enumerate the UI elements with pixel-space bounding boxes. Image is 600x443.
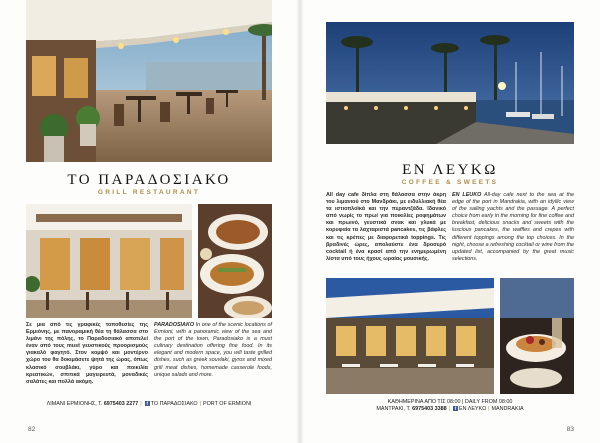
cafe-subtitle: COFFEE & SWEETS <box>401 179 499 186</box>
page-number-right: 83 <box>566 426 574 433</box>
restaurant-subtitle: GRILL RESTAURANT <box>97 189 201 196</box>
restaurant-title: ΤΟ ΠΑΡΑΔΟΣΙΑΚΟ <box>67 172 231 188</box>
cafe-description-greek: All day cafe δίπλα στη θάλασσα στην άκρη του λιμανιού στο Μανδράκι, με ειδυλλιακή θέα τα ιστιοπλοϊκά και την περαντζάδα. Ιδανικό από νωρίς το πρωί για ποικιλίες ροφημάτων και πρωινό, γευστικά σνακ και γλυκά με κορυφαία τα λαχταριστά pancakes, τις βάφλες και τις κρέπες με διαφορετικά toppings. Τις βραδινές ώρες, απολαύστε ένα δροσερό cocktail ή ένα κρασί από την ενημερωμένη λίστα υπό τους ήχους ωραίας μουσικής. <box>326 192 446 262</box>
cafe-hours: ΚΑΘΗΜΕΡΙΝΑ ΑΠΟ ΤΙΣ 08:00 | DAILY FROM 08:00 <box>387 399 513 405</box>
page-number-left: 82 <box>28 426 36 433</box>
restaurant-description-english: PARADOSIAKO In one of the scenic locations of Ermioni, with a panoramic view of the sea and the port of the town, Paradosiako is a must culinary destination offering fine food. In its elegant and modern space, you will taste grilled dishes, such as greek souvlaki, gyros and mixed grill meat dishes, homemade casserole foods, unique salads and more. <box>154 322 272 378</box>
right-page <box>300 0 600 443</box>
cafe-terrace-night-photo <box>326 278 494 394</box>
restaurant-contact: ΛΙΜΑΝΙ ΕΡΜΙΟΝΗΣ, Τ. 6975403 2277 | f ΤΟ ΠΑΡΑΔΟΣΙΑΚΟ | PORT OF ERMIONI <box>46 401 252 407</box>
cafe-contact: ΜΑΝΤΡΑΚΙ, Τ. 6975403 3388 | f ΕΝ ΛΕΥΚΩ | MANDRAKIA <box>376 406 524 412</box>
facebook-icon: f <box>454 406 457 412</box>
cafe-harbor-night-photo <box>326 22 574 144</box>
facebook-icon: f <box>146 401 148 407</box>
restaurant-facade-photo <box>26 204 192 318</box>
restaurant-terrace-photo <box>26 0 272 162</box>
cafe-description-english: EN LEUKO All-day cafe next to the sea at the edge of the port in Mandrakia, with an idyllic view of the sailing yachts and the passage. A perfect choice from early in the morning for fine coffee and breakfast, delicious snacks and sweets with the luscious pancakes, the waffles and crepes with different toppings among the top choices. In the night, choose a refreshing cocktail or wine from the updated list, accompanied by the great music selections. <box>452 192 574 262</box>
grilled-dishes-photo <box>198 204 272 318</box>
cafe-desserts-photo <box>500 278 574 394</box>
restaurant-description-greek: Σε μια από τις γραφικές τοποθεσίες της Ερμιόνης, με πανοραμική θέα τη θάλασσα στο λιμάνι της πόλης, το Παραδοσιακό αποτελεί έναν από τους must γευστικούς προορισμούς γιακαλό φαγητό. Στον κομψό και μοντέρνο χώρο του θα δοκιμάσετε ψητά της ώρας, όπως κλασικό σουβλάκι, γύρο και ποικιλία κρεατικών, σπιτικά μαγειρευτά, μοναδικές σαλάτες και πολλά ακόμη. <box>26 322 148 385</box>
cafe-title: ΕΝ ΛΕΥΚΩ <box>402 162 498 178</box>
